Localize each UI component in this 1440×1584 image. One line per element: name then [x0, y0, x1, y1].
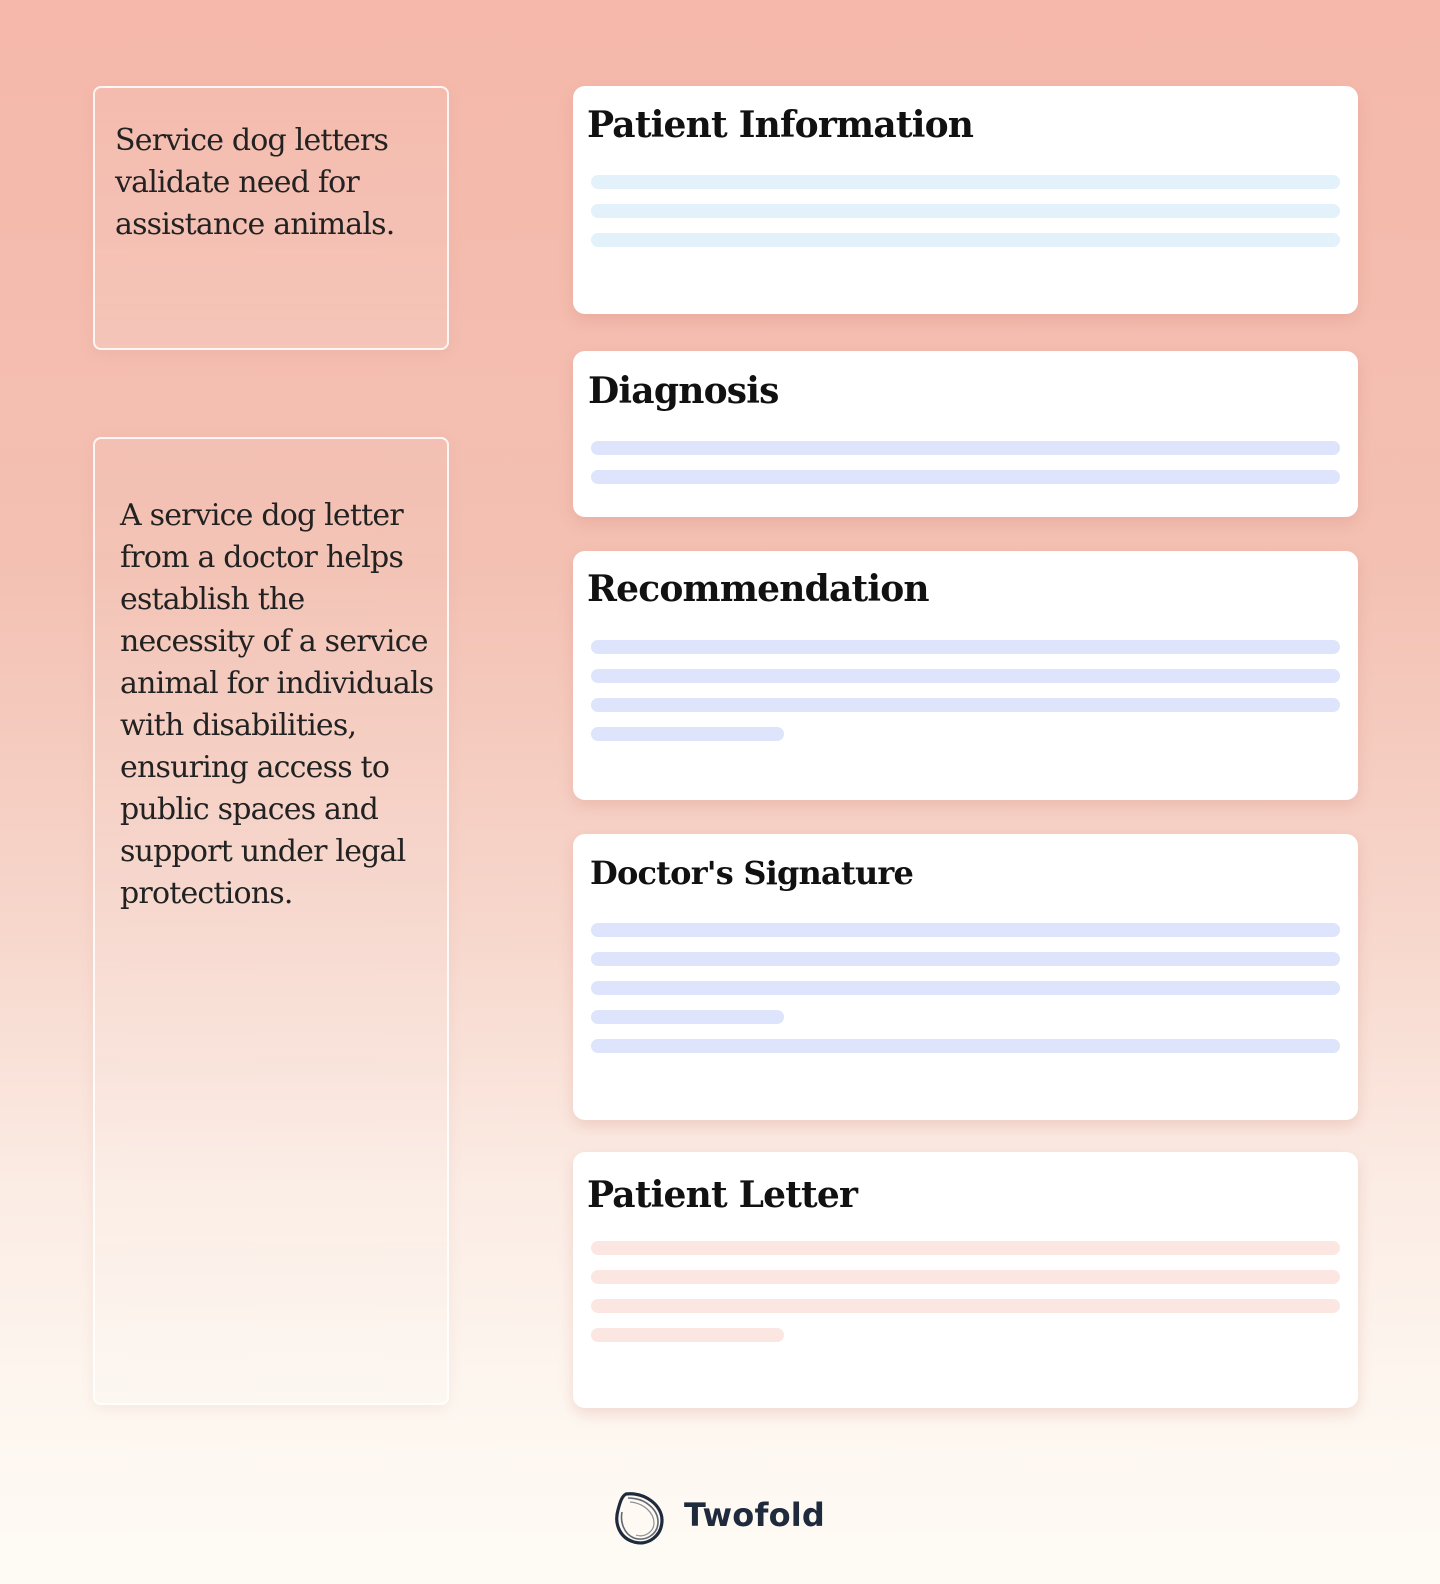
info-note-short — [93, 86, 449, 350]
placeholder-line — [591, 698, 1340, 712]
recommendation-title: Recommendation — [587, 568, 929, 610]
diagnosis-title: Diagnosis — [588, 370, 779, 412]
placeholder-line — [591, 952, 1340, 966]
placeholder-line — [591, 669, 1340, 683]
placeholder-line — [591, 1039, 1340, 1053]
doctors-signature-card — [573, 834, 1358, 1120]
twofold-brand — [612, 1490, 832, 1546]
placeholder-line — [591, 640, 1340, 654]
info-note-long-text: A service dog letter from a doctor helps establish the necessity of a service animal for individuals with disabilities, ensuring access to public spaces and support under legal protections. — [120, 498, 434, 911]
placeholder-line — [591, 441, 1340, 455]
placeholder-line — [591, 981, 1340, 995]
placeholder-line — [591, 923, 1340, 937]
placeholder-line — [591, 727, 784, 741]
twofold-brand-name: Twofold — [684, 1496, 826, 1534]
placeholder-line — [591, 1241, 1340, 1255]
placeholder-line — [591, 1328, 784, 1342]
diagnosis-card — [573, 351, 1358, 517]
patient-letter-card — [573, 1152, 1358, 1408]
patient-information-title: Patient Information — [587, 104, 974, 146]
patient-information-card — [573, 86, 1358, 314]
recommendation-card — [573, 551, 1358, 800]
placeholder-line — [591, 233, 1340, 247]
patient-letter-title: Patient Letter — [587, 1174, 858, 1216]
placeholder-line — [591, 1299, 1340, 1313]
placeholder-line — [591, 470, 1340, 484]
placeholder-line — [591, 175, 1340, 189]
twofold-logo-icon — [612, 1490, 668, 1546]
placeholder-line — [591, 204, 1340, 218]
placeholder-line — [591, 1010, 784, 1024]
doctors-signature-title: Doctor's Signature — [590, 854, 914, 892]
info-note-long — [93, 437, 449, 1405]
placeholder-line — [591, 1270, 1340, 1284]
info-note-short-text: Service dog letters validate need for assistance animals. — [115, 123, 395, 242]
